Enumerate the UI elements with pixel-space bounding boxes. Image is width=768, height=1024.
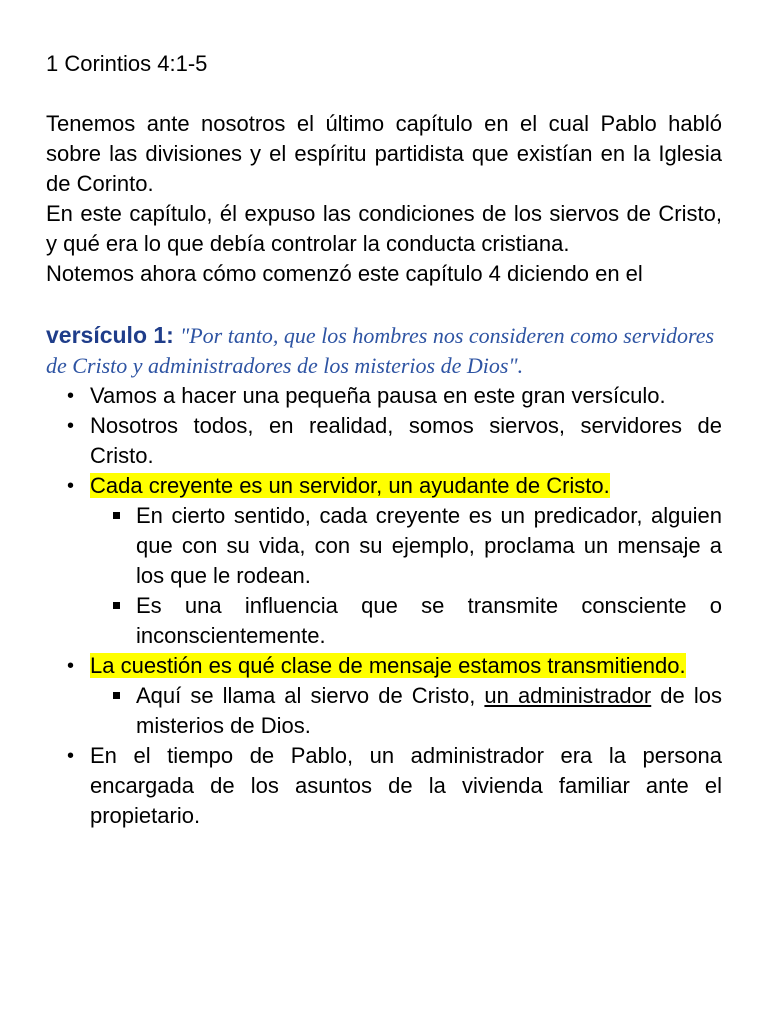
document-page bbox=[46, 49, 722, 831]
sub-list-item-text: Es una influencia que se transmite consciente o inconscientemente. bbox=[136, 593, 722, 648]
sub-bullet-list bbox=[90, 681, 722, 741]
verse-quote: "Por tanto, que los hombres nos consideren como servidores de Cristo y administradores de los misterios de Dios". bbox=[46, 323, 715, 378]
sub-list-item bbox=[90, 591, 722, 651]
highlighted-text: Cada creyente es un servidor, un ayudante de Cristo. bbox=[90, 473, 610, 498]
sub-list-item-text: En cierto sentido, cada creyente es un predicador, alguien que con su vida, con su ejemplo, proclama un mensaje a los que le rodean. bbox=[136, 503, 722, 588]
intro-paragraph-2: En este capítulo, él expuso las condiciones de los siervos de Cristo, y qué era lo que debía controlar la conducta cristiana. bbox=[46, 201, 722, 256]
sub-list-item bbox=[90, 501, 722, 591]
bullet-icon: • bbox=[67, 415, 75, 437]
square-bullet-icon bbox=[113, 512, 120, 519]
bullet-icon: • bbox=[67, 745, 75, 767]
list-item bbox=[46, 411, 722, 471]
list-item bbox=[46, 471, 722, 651]
sub-list-item-text: de los misterios de Dios. bbox=[136, 683, 722, 738]
list-item bbox=[46, 651, 722, 741]
sub-bullet-list bbox=[90, 501, 722, 651]
list-item bbox=[46, 381, 722, 411]
list-item-text: Nosotros todos, en realidad, somos siervos, servidores de Cristo. bbox=[90, 413, 722, 468]
verse-block bbox=[46, 320, 722, 381]
list-item-text: Vamos a hacer una pequeña pausa en este gran versículo. bbox=[90, 383, 666, 408]
list-item-text: En el tiempo de Pablo, un administrador era la persona encargada de los asuntos de la vivienda familiar ante el propietario. bbox=[90, 743, 722, 828]
verse-label: versículo 1: bbox=[46, 322, 174, 348]
highlighted-text: La cuestión es qué clase de mensaje estamos transmitiendo. bbox=[90, 653, 686, 678]
page-title: 1 Corintios 4:1-5 bbox=[46, 51, 208, 76]
square-bullet-icon bbox=[113, 692, 120, 699]
bullet-icon: • bbox=[67, 475, 75, 497]
list-item bbox=[46, 741, 722, 831]
bullet-icon: • bbox=[67, 385, 75, 407]
sub-list-item bbox=[90, 681, 722, 741]
intro-paragraph-1: Tenemos ante nosotros el último capítulo en el cual Pablo habló sobre las divisiones y el espíritu partidista que existían en la Iglesia de Corinto. bbox=[46, 111, 722, 196]
square-bullet-icon bbox=[113, 602, 120, 609]
bullet-list bbox=[46, 381, 722, 831]
bullet-icon: • bbox=[67, 655, 75, 677]
sub-list-item-text: Aquí se llama al siervo de Cristo, bbox=[136, 683, 485, 708]
underlined-term: un administrador bbox=[484, 683, 652, 708]
intro-paragraph-3: Notemos ahora cómo comenzó este capítulo 4 diciendo en el bbox=[46, 261, 643, 286]
